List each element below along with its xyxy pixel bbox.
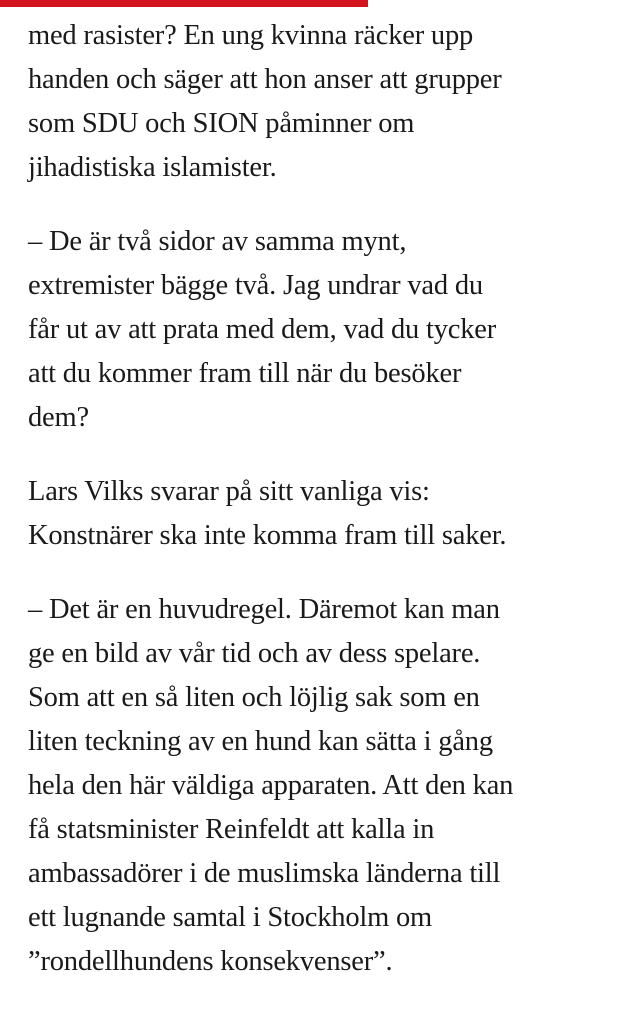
text-line: ”rondellhundens konsekvenser”. xyxy=(28,946,393,977)
text-line: – Det är en huvudregel. Däremot kan man xyxy=(28,594,500,625)
text-line: – De är två sidor av samma mynt, xyxy=(28,226,407,257)
text-line: med rasister? En ung kvinna räcker upp xyxy=(28,20,474,51)
article-paragraph xyxy=(28,588,614,984)
text-line: ge en bild av vår tid och av dess spelare. xyxy=(28,638,481,669)
text-line: får ut av att prata med dem, vad du tycker xyxy=(28,314,496,345)
text-line: Konstnärer ska inte komma fram till saker. xyxy=(28,520,507,551)
text-line: ett lugnande samtal i Stockholm om xyxy=(28,902,433,933)
article-paragraph xyxy=(28,14,614,190)
article-paragraph xyxy=(28,470,614,558)
text-line: hela den här väldiga apparaten. Att den kan xyxy=(28,770,514,801)
article-paragraph xyxy=(28,220,614,440)
text-line: dem? xyxy=(28,402,89,433)
text-line: ambassadörer i de muslimska länderna till xyxy=(28,858,501,889)
article-body xyxy=(28,14,614,1014)
text-line: Som att en så liten och löjlig sak som en xyxy=(28,682,480,713)
text-line: Lars Vilks svarar på sitt vanliga vis: xyxy=(28,476,430,507)
reading-progress-bar xyxy=(0,0,629,7)
text-line: liten teckning av en hund kan sätta i gång xyxy=(28,726,493,757)
text-line: få statsminister Reinfeldt att kalla in xyxy=(28,814,435,845)
text-line: att du kommer fram till när du besöker xyxy=(28,358,462,389)
text-line: extremister bägge två. Jag undrar vad du xyxy=(28,270,483,301)
text-line: jihadistiska islamister. xyxy=(28,152,277,183)
text-line: som SDU och SION påminner om xyxy=(28,108,415,139)
reading-progress-fill xyxy=(0,0,368,7)
text-line: handen och säger att hon anser att grupper xyxy=(28,64,502,95)
